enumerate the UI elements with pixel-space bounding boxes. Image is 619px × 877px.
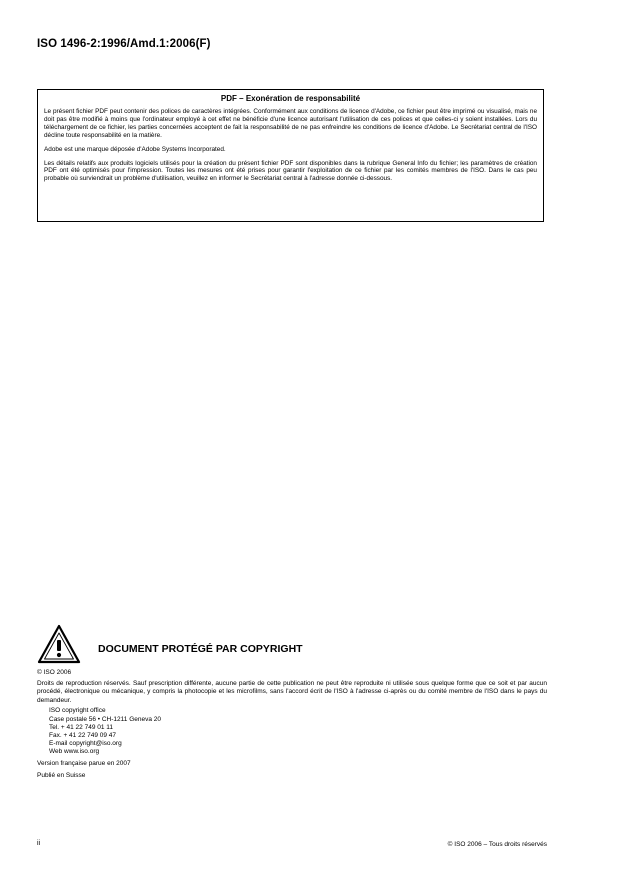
disclaimer-paragraph-fonts: Le présent fichier PDF peut contenir des polices de caractères intégrées. Conformément aux conditions de licence d'Adobe, ce fichier peut être imprimé ou visualisé, mais ne doit pas être modifié à moins que l'ordinateur employé à cet effet ne bénéficie d'une licence autorisant l'utilisation de ces polices et que celles-ci y soient installées. Lors du téléchargement de ce fichier, les parties concernées acceptent de fait la responsabilité de ne pas enfreindre les conditions de licence d'Adobe. Le Secrétariat central de l'ISO décline toute responsabilité en la matière. xyxy=(44,108,537,139)
warning-triangle-icon xyxy=(37,624,81,664)
iso-address-block xyxy=(37,707,547,756)
address-line: ISO copyright office xyxy=(49,707,106,715)
version-line: Version française parue en 2007 xyxy=(37,759,131,767)
address-line: Tel. + 41 22 749 01 11 xyxy=(49,723,114,731)
copyright-notice xyxy=(37,669,547,785)
address-line: Fax. + 41 22 749 09 47 xyxy=(49,731,117,739)
disclaimer-paragraph-software: Les détails relatifs aux produits logiciels utilisés pour la création du présent fichier PDF sont disponibles dans la rubrique General Info du fichier; les paramètres de création PDF ont été optimisés pour l'impression. Toutes les mesures ont été prises pour garantir l'exploitation de ce fichier par les comités membres de l'ISO. Dans le cas peu probable où surviendrait un problème d'utilisation, veuillez en informer le Secrétariat central à l'adresse donnée ci-dessous. xyxy=(44,159,537,183)
pdf-disclaimer-box xyxy=(37,89,544,222)
footer-rights: © ISO 2006 – Tous droits réservés xyxy=(447,841,547,848)
published-line: Publié en Suisse xyxy=(37,772,86,780)
copyright-warning xyxy=(37,624,547,664)
publication-info xyxy=(37,760,547,781)
copyright-heading: DOCUMENT PROTÉGÉ PAR COPYRIGHT xyxy=(98,643,303,655)
address-line: Case postale 56 • CH-1211 Geneva 20 xyxy=(49,715,162,723)
copyright-rights-text: Droits de reproduction réservés. Sauf prescription différente, aucune partie de cette publication ne peut être reproduite ni utilisée sous quelque forme que ce soit et par aucun procédé, électronique ou mécanique, y compris la photocopie et les microfilms, sans l'accord écrit de l'ISO à l'adresse ci-après ou du comité membre de l'ISO dans le pays du demandeur. xyxy=(37,679,547,704)
address-email: E-mail copyright@iso.org xyxy=(49,740,122,748)
disclaimer-title: PDF – Exonération de responsabilité xyxy=(220,94,361,103)
document-id: ISO 1496-2:1996/Amd.1:2006(F) xyxy=(37,38,211,50)
page-number: ii xyxy=(37,840,41,847)
address-web: Web www.iso.org xyxy=(49,748,100,756)
disclaimer-paragraph-adobe: Adobe est une marque déposée d'Adobe Systems Incorporated. xyxy=(44,145,226,153)
copyright-year: © ISO 2006 xyxy=(37,669,72,676)
